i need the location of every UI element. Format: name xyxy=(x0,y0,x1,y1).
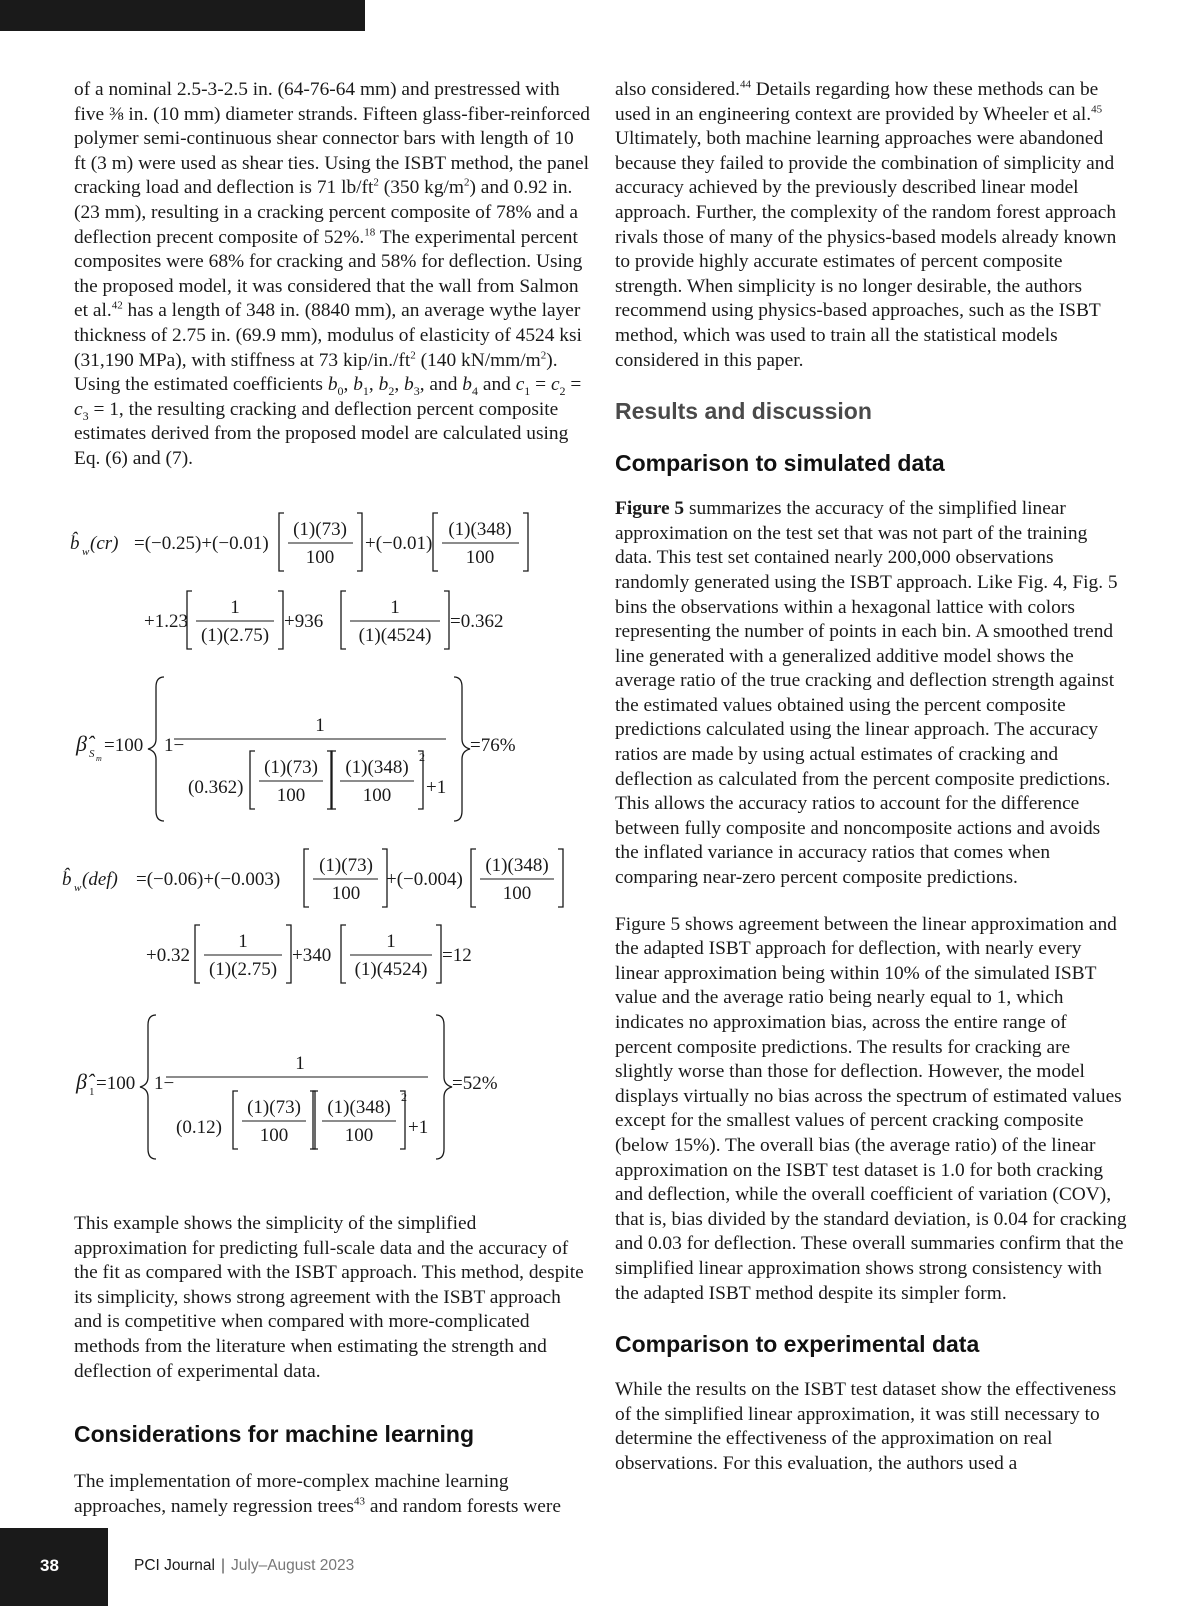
ml-paragraph: The implementation of more-complex machine learning approaches, namely regression trees$^{43}$ and random forests were xyxy=(74,1471,561,1517)
left-column-lower xyxy=(74,1212,590,1519)
citation-43: 43 xyxy=(353,1495,365,1508)
equation-beta-cracking xyxy=(75,715,516,806)
equation-deflection-coefficient xyxy=(62,855,549,980)
header-bar xyxy=(0,0,365,31)
svg-text:(1)(73): (1)(73) xyxy=(264,757,318,778)
equation-cracking-coefficient xyxy=(70,519,512,646)
equations-block xyxy=(62,505,582,1183)
svg-text:S: S xyxy=(89,748,95,760)
svg-text:+1.23: +1.23 xyxy=(144,611,188,632)
simulated-data-heading: Comparison to simulated data xyxy=(615,450,945,477)
svg-text:(0.362): (0.362) xyxy=(188,777,244,798)
svg-text:(cr): (cr) xyxy=(90,533,119,554)
svg-text:+936: +936 xyxy=(284,611,324,632)
svg-text:100: 100 xyxy=(362,785,392,806)
svg-text:(1)(2.75): (1)(2.75) xyxy=(208,959,278,980)
right-column xyxy=(615,78,1127,1477)
citation-18: 18 xyxy=(364,226,376,239)
svg-text:(def): (def) xyxy=(82,869,118,890)
equation-beta-deflection xyxy=(75,1053,498,1146)
svg-text:m: m xyxy=(96,754,102,763)
svg-text:(1)(348): (1)(348) xyxy=(485,855,549,876)
svg-text:100: 100 xyxy=(344,1125,374,1146)
svg-text:1: 1 xyxy=(315,715,325,736)
svg-text:(1)(4524): (1)(4524) xyxy=(358,625,432,646)
ml-heading: Considerations for machine learning xyxy=(74,1421,475,1448)
svg-text:b̂: b̂ xyxy=(70,533,80,554)
svg-text:100: 100 xyxy=(305,547,335,568)
svg-text:β̂: β̂ xyxy=(76,731,87,756)
svg-text:(1)(348): (1)(348) xyxy=(345,757,409,778)
svg-text:1: 1 xyxy=(390,597,400,618)
svg-text:=76%: =76% xyxy=(470,735,516,756)
svg-text:1: 1 xyxy=(89,1086,95,1098)
svg-text:100: 100 xyxy=(331,883,361,904)
svg-text:+0.32: +0.32 xyxy=(146,945,190,966)
svg-text:w: w xyxy=(82,546,90,558)
svg-text:2: 2 xyxy=(401,1090,407,1104)
svg-text:(1)(348): (1)(348) xyxy=(327,1097,391,1118)
svg-text:(1)(348): (1)(348) xyxy=(448,519,512,540)
svg-text:+1: +1 xyxy=(426,777,447,798)
experimental-data-heading: Comparison to experimental data xyxy=(615,1331,980,1358)
svg-text:(1)(73): (1)(73) xyxy=(247,1097,301,1118)
svg-text:1: 1 xyxy=(238,931,248,952)
journal-name: PCI Journal xyxy=(134,1557,215,1574)
svg-text:=0.362: =0.362 xyxy=(450,611,504,632)
simulated-paragraph-1: Figure 5 summarizes the accuracy of the simplified linear approximation on the test set that was not part of the training data. This test set contained nearly 200,000 observations randomly generated using the ISBT approach. Like Fig. 4, Fig. 5 bins the observations within a hexagonal lattice with colors representing the number of points in each bin. A smoothed trend line generated with a generalized additive model shows the average ratio of the true cracking and deflection strength against the estimated values obtained using the percent composite predictions calculated using the linear approach. The accuracy ratios are made by using actual estimates of cracking and deflection as calculated from the percent composite predictions. This allows the accuracy ratios to account for the difference between fully composite and noncomposite actions and avoids the inflated variance in accuracy ratios that comes when comparing near-zero percent composite predictions. xyxy=(615,498,1118,889)
svg-text:=(−0.06)+(−0.003): =(−0.06)+(−0.003) xyxy=(136,869,281,890)
svg-text:2: 2 xyxy=(419,750,425,764)
citation-42: 42 xyxy=(111,299,123,312)
citation-44: 44 xyxy=(739,78,751,91)
svg-text:(1)(4524): (1)(4524) xyxy=(354,959,428,980)
experimental-paragraph: While the results on the ISBT test dataset show the effectiveness of the simplified linear approximation, it was still necessary to determine the effectiveness of the approximation on real observations. For this evaluation, the authors used a xyxy=(615,1379,1117,1474)
svg-text:b̂: b̂ xyxy=(62,869,72,890)
svg-text:100: 100 xyxy=(465,547,495,568)
journal-issue: July–August 2023 xyxy=(231,1557,355,1574)
svg-text:+1: +1 xyxy=(408,1117,429,1138)
journal-footer: PCI Journal | July–August 2023 xyxy=(134,1557,355,1574)
svg-text:w: w xyxy=(74,882,82,894)
svg-text:+340: +340 xyxy=(292,945,332,966)
svg-text:(1)(73): (1)(73) xyxy=(293,519,347,540)
svg-text:100: 100 xyxy=(276,785,306,806)
svg-text:+(−0.01): +(−0.01) xyxy=(365,533,433,554)
svg-text:100: 100 xyxy=(259,1125,289,1146)
svg-text:(1)(2.75): (1)(2.75) xyxy=(200,625,270,646)
svg-text:1−: 1− xyxy=(154,1073,175,1094)
svg-text:(1)(73): (1)(73) xyxy=(319,855,373,876)
svg-text:=12: =12 xyxy=(442,945,472,966)
svg-text:100: 100 xyxy=(502,883,532,904)
svg-text:=100: =100 xyxy=(96,1073,136,1094)
svg-text:=(−0.25)+(−0.01): =(−0.25)+(−0.01) xyxy=(134,533,269,554)
svg-text:+(−0.004): +(−0.004) xyxy=(386,869,463,890)
svg-text:1: 1 xyxy=(230,597,240,618)
results-heading: Results and discussion xyxy=(615,398,872,425)
svg-text:1: 1 xyxy=(295,1053,305,1074)
svg-text:1−: 1− xyxy=(164,735,185,756)
ml-continuation-paragraph: also considered.$^{44}$ Details regarding how these methods can be used in an engineering context are provided by Wheeler et al.$^{45}$ Ultimately, both machine learning approaches were abandoned because they failed to provide the combination of simplicity and accuracy achieved by the previously described linear model approach. Further, the complexity of the random forest approach rivals those of many of the physics-based models already known to provide highly accurate estimates of percent composite strength. When simplicity is no longer desirable, the authors recommend using physics-based approaches, such as the ISBT method, which was used to train all the statistical models considered in this paper. xyxy=(615,78,1117,371)
citation-45: 45 xyxy=(1091,103,1103,116)
left-column xyxy=(74,78,590,472)
svg-text:(0.12): (0.12) xyxy=(176,1117,222,1138)
svg-text:=100: =100 xyxy=(104,735,144,756)
svg-text:β̂: β̂ xyxy=(76,1069,87,1094)
intro-paragraph: of a nominal 2.5-3-2.5 in. (64-76-64 mm) and prestressed with five ⅜ in. (10 mm) diameter strands. Fifteen glass-fiber-reinforced polymer semi-continuous shear connector bars with length of 10 ft (3 m) were used as shear ties. Using the ISBT method, the panel cracking load and deflection is 71 $lb/ft^2$ (350 $kg/m^2$) and 0.92 in. (23 mm), resulting in a cracking percent composite of 78% and a deflection precent composite of 52%.$^{18}$ The experimental percent composites were 68% for cracking and 58% for deflection. Using the proposed model, it was considered that the wall from Salmon et al.$^{42}$ has a length of 348 in. (8840 mm), an average wythe layer thickness of 2.75 in. (69.9 mm), modulus of elasticity of 4524 ksi (31,190 MPa), with stiffness at 73 kip/$in./ft^2$ (140 $kN/mm/m^2$). Using the estimated coefficients $b_0$, $b_1$, $b_2$, $b_3$, and $b_4$ and $c_1 = c_2 = c_3 = 1$, the resulting cracking and deflection percent composite estimates derived from the proposed model are calculated using Eq. (6) and (7). xyxy=(74,79,590,469)
page-number: 38 xyxy=(40,1556,59,1575)
example-paragraph: This example shows the simplicity of the simplified approximation for predicting full-scale data and the accuracy of the fit as compared with the ISBT approach. This method, despite its simplicity, shows strong agreement with the ISBT approach and is competitive when compared with more-complicated methods from the literature when estimating the strength and deflection of experimental data. xyxy=(74,1213,584,1382)
svg-text:=52%: =52% xyxy=(452,1073,498,1094)
svg-text:1: 1 xyxy=(386,931,396,952)
simulated-paragraph-2: Figure 5 shows agreement between the linear approximation and the adapted ISBT approach for deflection, with nearly every linear approximation being within 10% of the simulated ISBT value and the average ratio being nearly equal to 1, which indicates no approximation bias, across the entire range of percent composite predictions. The results for cracking are slightly worse than those for deflection. However, the model displays virtually no bias across the spectrum of estimated values except for the smallest values of percent cracking composite (below 15%). The overall bias (the average ratio) of the linear approximation on the ISBT test dataset is 1.0 for both cracking and deflection, while the overall coefficient of variation (COV), that is, bias divided by the standard deviation, is 0.04 for cracking and 0.03 for deflection. These overall summaries confirm that the simplified linear approximation shows strong consistency with the adapted ISBT method despite its simpler form. xyxy=(615,913,1127,1304)
